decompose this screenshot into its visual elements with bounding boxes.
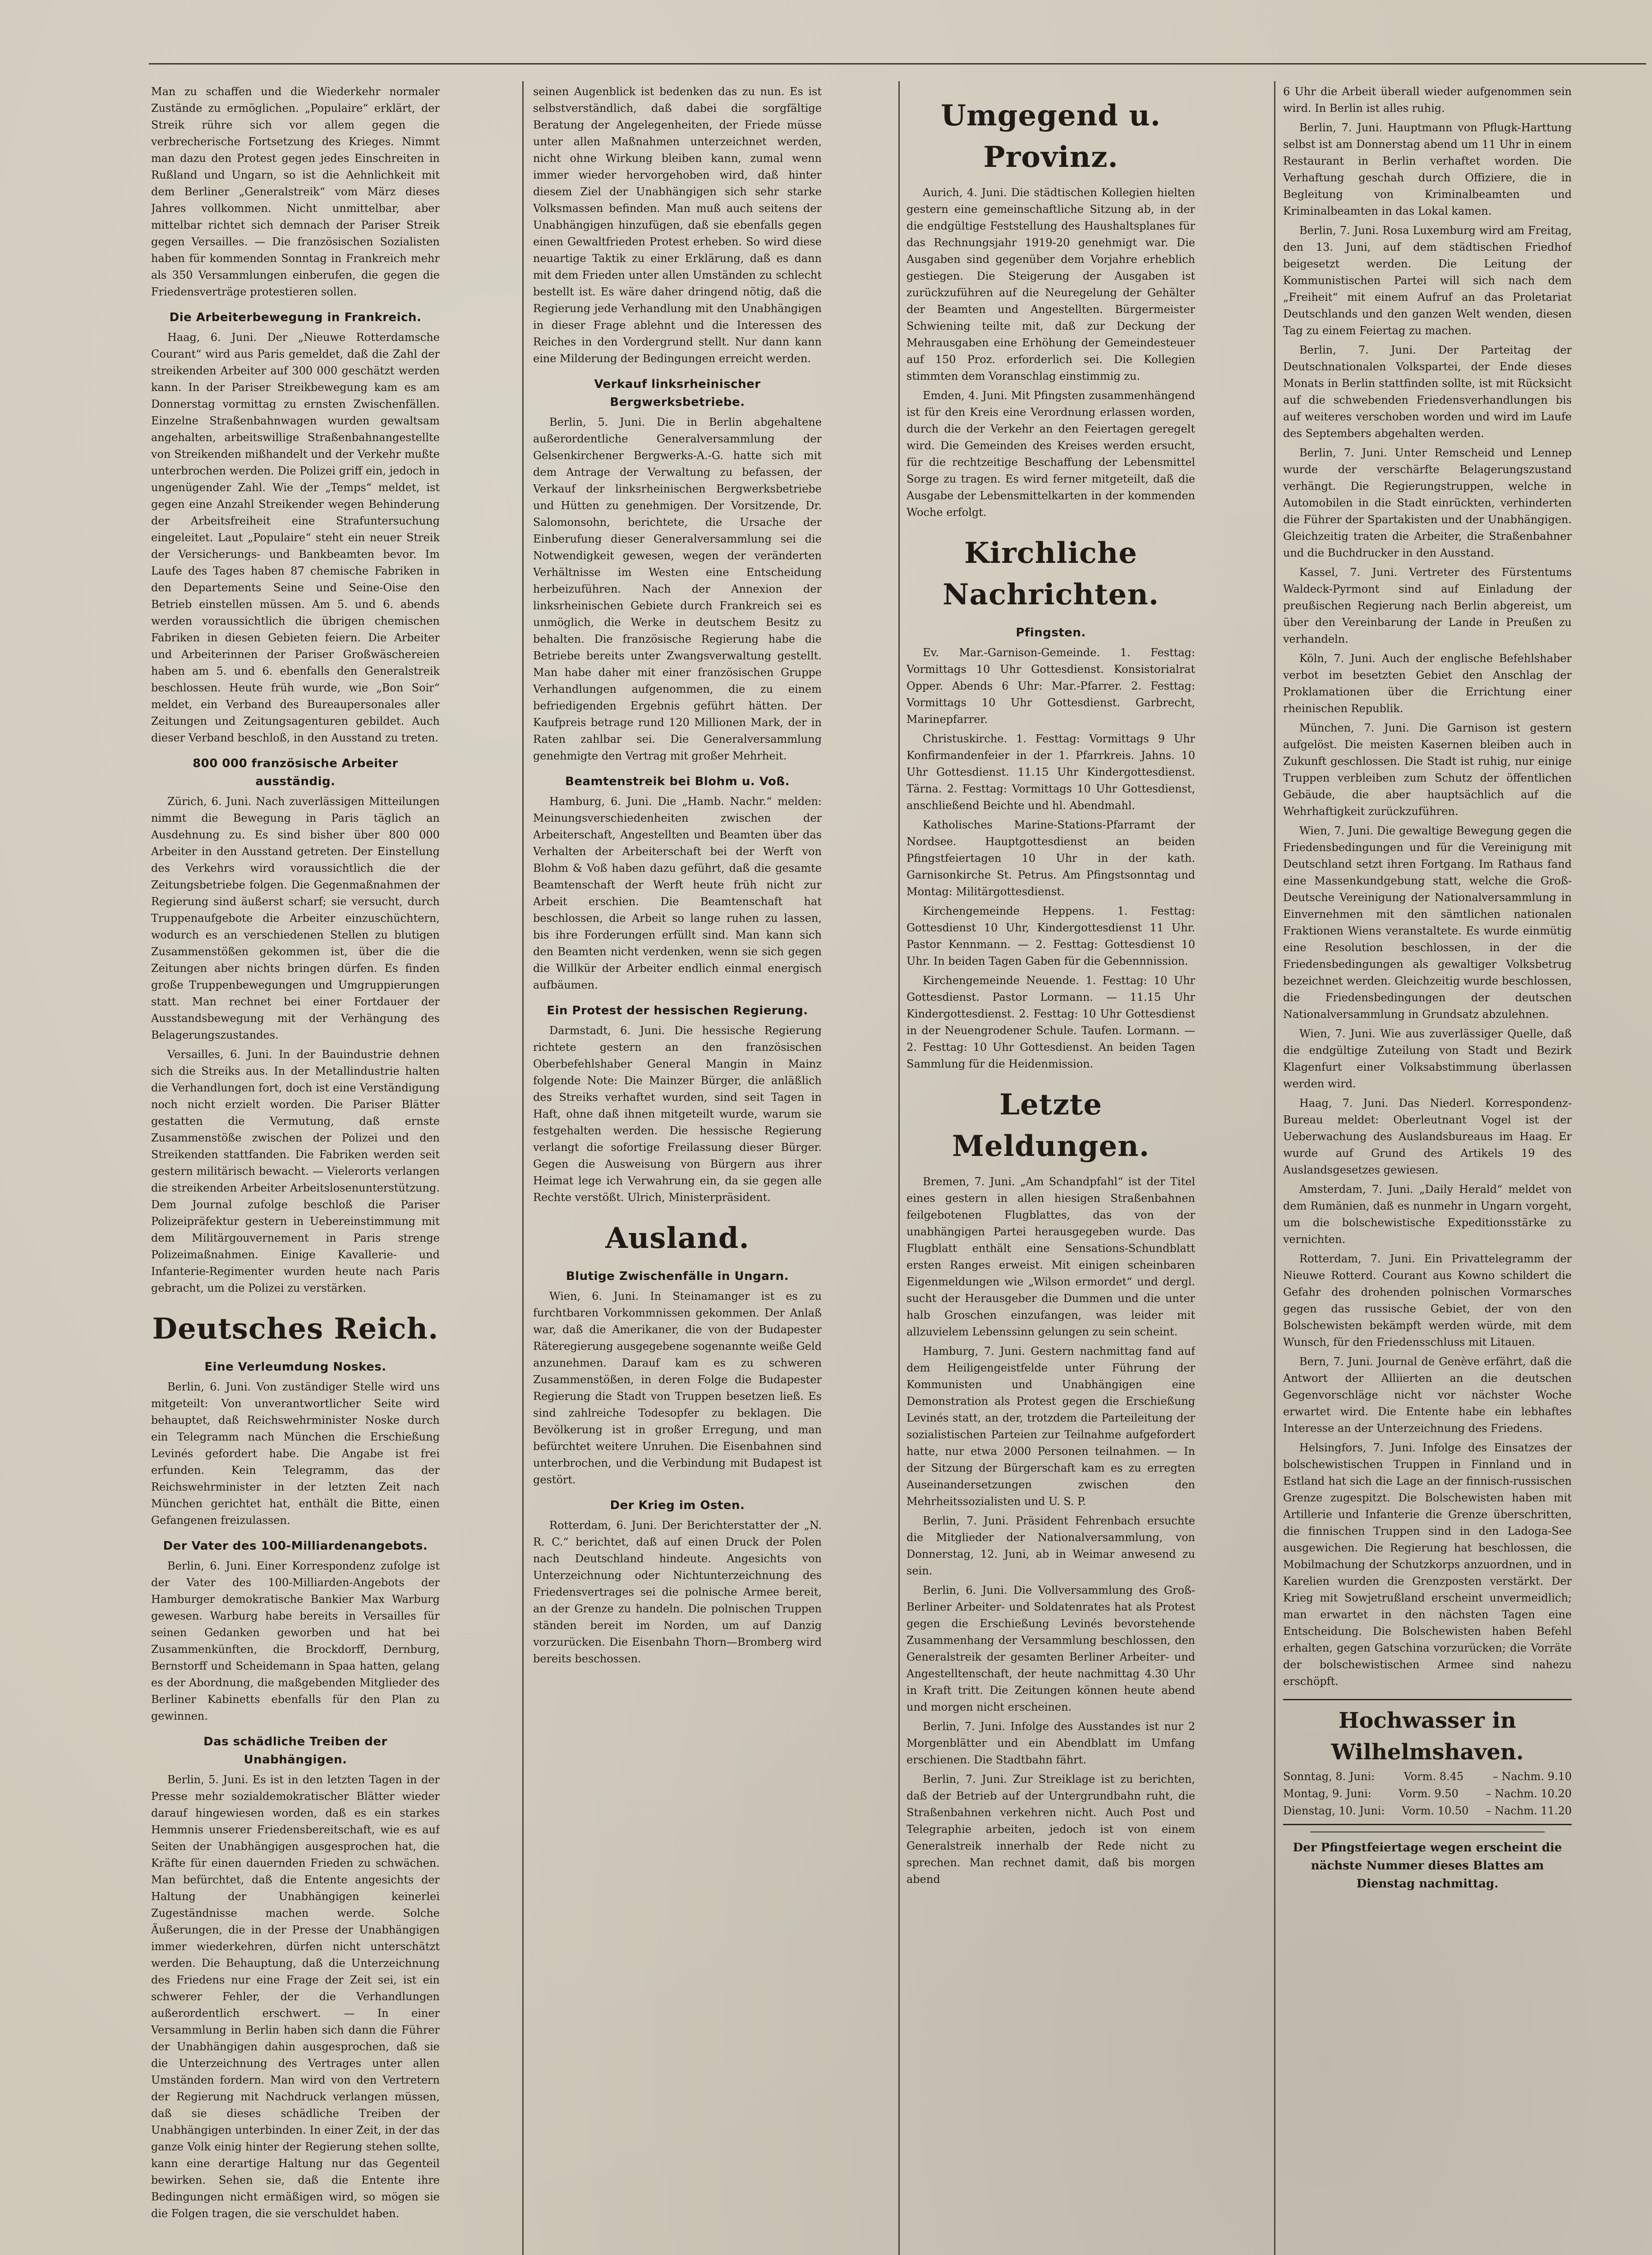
article-paragraph: Ev. Mar.-Garnison-Gemeinde. 1. Festtag: Vormittags 10 Uhr Gottesdienst. Konsistorialrat Opper. Abends 6 Uhr: Mar.-Pfarrer. 2. Festtag: Vormittags 10 Uhr Gottesdienst. Garbrecht, Marinepfarrer. (907, 646, 1195, 726)
section-heading: Deutsches Reich. (152, 1312, 439, 1346)
article-paragraph: Berlin, 7. Juni. Zur Streiklage ist zu berichten, daß der Betrieb auf der Untergrundbahn ruht, die Straßenbahnen verkehren nicht. Auch Post und Telegraphie arbeiten, jedoch ist von einem Generalstreik innerhalb der Rede nicht zu sprechen. Man rechnet damit, daß bis morgen abend (907, 1773, 1195, 1886)
article-paragraph: Darmstadt, 6. Juni. Die hessische Regierung richtete gestern an den französischen Oberbefehlshaber General Mangin in Mainz folgende Note: Die Mainzer Bürger, die anläßlich des Streiks verhaftet wurden, sind seit Tagen in Haft, ohne daß ihnen mitgeteilt wurde, warum sie festgehalten werden. Die hessische Regierung verlangt die sofortige Freilassung dieser Bürger. Gegen die Ausweisung von Bürgern aus ihrer Heimat lege ich Verwahrung ein, da sie gegen alle Rechte verstößt. Ulrich, Ministerpräsident. (533, 1024, 822, 1204)
article-paragraph: Kirchengemeinde Neuende. 1. Festtag: 10 Uhr Gottesdienst. Pastor Lormann. — 11.15 Uhr Kindergottesdienst. 2. Festtag: 10 Uhr Gottesdienst in der Neuengrodener Schule. Taufen. Lormann. — 2. Festtag: 10 Uhr Gottesdienst. An beiden Tagen Sammlung für die Heidenmission. (907, 974, 1195, 1070)
article-paragraph: Zürich, 6. Juni. Nach zuverlässigen Mitteilungen nimmt die Bewegung in Paris täglich an Ausdehnung zu. Es sind bisher über 800 000 Arbeiter in den Ausstand getreten. Der Einstellung des Verkehrs wird voraussichtlich die der Zeitungsbetriebe folgen. Die Gegenmaßnahmen der Regierung sind äußerst scharf; sie versucht, durch Truppenaufgebote die Arbeiter einzuschüchtern, wodurch es an verschiedenen Stellen zu blutigen Zusammenstößen gekommen ist, über die die Zeitungen aber nichts bringen dürfen. Es finden große Truppenbewegungen und Umgruppierungen statt. Man rechnet bei einer Fortdauer der Ausstandsbewegung mit der Verhängung des Belagerungszustandes. (151, 795, 440, 1041)
article-heading: Beamtenstreik bei Blohm u. Voß. (565, 775, 790, 788)
article-paragraph: Berlin, 6. Juni. Einer Korrespondenz zufolge ist der Vater des 100-Milliarden-Angebots der Hamburger demokratische Bankier Max Warburg gewesen. Warburg habe bereits in Versailles für seinen Gedanken geworben und hat bei Zusammenkünften, die Brockdorff, Dernburg, Bernstorff und Scheidemann in Spaa hatten, gelang es der Abordnung, die maßgebenden Mitglieder des Berliner Kabinetts ebenfalls für den Plan zu gewinnen. (151, 1560, 440, 1722)
header-rule (149, 63, 1646, 64)
high-water-row (1283, 1802, 1572, 1819)
article-paragraph: Berlin, 7. Juni. Infolge des Ausstandes ist nur 2 Morgenblätter und ein Abendblatt im Umfang erschienen. Die Stadtbahn fährt. (907, 1720, 1195, 1766)
article-paragraph: Versailles, 6. Juni. In der Bauindustrie dehnen sich die Streiks aus. In der Metallindustrie halten die Verhandlungen fort, doch ist eine Verständigung noch nicht erzielt worden. Die Pariser Blätter gestatten die Vermutung, daß ernste Zusammenstöße zwischen der Polizei und den Streikenden stattfanden. Die Fabriken werden seit gestern militärisch bewacht. — Vielerorts verlangen die streikenden Arbeiter Arbeitslosenunterstützung. Dem Journal zufolge beschloß die Pariser Polizeipräfektur gestern in Uebereinstimmung mit dem Militärgouvernement in Paris strenge Polizeimaßnahmen. Einige Kavallerie- und Infanterie-Regimenter wurden heute nach Paris gebracht, um die Polizei zu verstärken. (151, 1048, 440, 1294)
section-heading: Ausland. (605, 1221, 750, 1255)
article-paragraph: Hamburg, 7. Juni. Gestern nachmittag fand auf dem Heiligengeistfelde unter Führung der Kommunisten und Unabhängigen eine Demonstration als Protest gegen die Erschießung Levinés statt, an der, trotzdem die Parteileitung der sozialistischen Parteien zur Teilnahme aufgefordert hatte, nur etwa 2000 Personen teilnahmen. — In der Sitzung der Bürgerschaft kam es zu erregten Auseinandersetzungen zwischen den Mehrheitssozialisten und U. S. P. (907, 1345, 1195, 1508)
article-paragraph: Berlin, 6. Juni. Die Vollversammlung des Groß-Berliner Arbeiter- und Soldatenrates hat als Protest gegen die Erschießung Levinés bevorstehende Zusammenhang der Versammlung beschlossen, den Generalstreik der gesamten Berliner Arbeiter- und Angestelltenschaft, der heute nachmittag 4.30 Uhr in Kraft tritt. Die Zeitungen können heute abend und morgen nicht erscheinen. (907, 1584, 1195, 1713)
article-paragraph: Wien, 7. Juni. Wie aus zuverlässiger Quelle, daß die endgültige Zuteilung von Stadt und Bezirk Klagenfurt einer Volksabstimmung überlassen werden wird. (1283, 1027, 1572, 1090)
high-water-row (1283, 1785, 1572, 1802)
article-heading: Ein Protest der hessischen Regierung. (547, 1004, 808, 1017)
article-heading: Die Arbeiterbewegung in Frankreich. (169, 311, 422, 324)
column-1 (151, 83, 440, 2255)
article-heading: Der Vater des 100-Milliardenangebots. (163, 1539, 428, 1553)
article-heading: 800 000 französische Arbeiter ausständig. (193, 757, 398, 788)
article-paragraph: Haag, 7. Juni. Das Niederl. Korrespondenz-Bureau meldet: Oberleutnant Vogel ist der Ueberwachung des Auslandsbureaus im Haag. Er wurde auf Grund des Artikels 19 des Auslandsgesetzes gewiesen. (1283, 1097, 1572, 1176)
high-water-vorm: Vorm. 8.45 (1404, 1770, 1464, 1783)
section-heading: Umgegend u. Provinz. (941, 99, 1161, 174)
article-heading: Das schädliche Treiben der Unabhängigen. (203, 1735, 387, 1767)
article-paragraph: Man zu schaffen und die Wiederkehr normaler Zustände zu ermöglichen. „Populaire“ erklärt, der Streik rühre sich vor allem gegen die verbrecherische Fortsetzung des Krieges. Nimmt man dazu den Protest gegen jedes Einschreiten in Rußland und Ungarn, so ist die Aehnlichkeit mit dem Berliner „Generalstreik“ vom März dieses Jahres vollkommen. Nicht unmittelbar, aber mittelbar richtet sich demnach der Pariser Streik gegen Versailles. — Die französischen Sozialisten haben für kommenden Sonntag in Frankreich mehr als 350 Versammlungen einberufen, die gegen die Friedensverträge protestieren sollen. (151, 85, 440, 298)
article-paragraph: Berlin, 5. Juni. Die in Berlin abgehaltene außerordentliche Generalversammlung der Gelsenkirchener Bergwerks-A.-G. hatte sich mit dem Antrage der Verwaltung zu befassen, der Verkauf der linksrheinischen Bergwerksbetriebe und Hütten zu genehmigen. Der Vorsitzende, Dr. Salomonsohn, berichtete, die Ursache der Einberufung dieser Generalversammlung sei die Notwendigkeit gewesen, wegen der veränderten Verhältnisse im Westen eine Entscheidung herbeizuführen. Nach der Annexion der linksrheinischen Gebiete durch Frankreich sei es unmöglich, die Werke in deutschem Besitz zu behalten. Die französische Regierung habe die Betriebe bereits unter Zwangsverwaltung gestellt. Man habe daher mit einer französischen Gruppe Verhandlungen aufgenommen, die zu einem befriedigenden Ergebnis geführt hätten. Der Kaufpreis betrage rund 120 Millionen Mark, der in Raten zahlbar sei. Die Generalversammlung genehmigte den Vertrag mit großer Mehrheit. (533, 416, 822, 762)
column-divider (1274, 81, 1275, 2255)
high-water-nachm: – Nachm. 11.20 (1486, 1804, 1572, 1817)
article-paragraph: Haag, 6. Juni. Der „Nieuwe Rotterdamsche Courant“ wird aus Paris gemeldet, daß die Zahl der streikenden Arbeiter auf 300 000 geschätzt werden kann. In der Pariser Streikbewegung kam es am Donnerstag vormittag zu ernsten Zwischenfällen. Einzelne Straßenbahnwagen wurden gewaltsam angehalten, arbeitswillige Straßenbahnangestellte von Streikenden mißhandelt und der Verkehr mußte unterbrochen werden. Die Polizei griff ein, jedoch in ungenügender Zahl. Wie der „Temps“ meldet, ist gegen eine Anzahl Streikender wegen Behinderung der Arbeitsfreiheit eine Strafuntersuchung eingeleitet. Laut „Populaire“ steht ein neuer Streik der Versicherungs- und Bankbeamten bevor. Im Laufe des Tages haben 87 chemische Fabriken in den Departements Seine und Seine-Oise den Betrieb einstellen müssen. Am 5. und 6. abends werden voraussichtlich die übrigen chemischen Fabriken in diesen Gebieten feiern. Die Arbeiter und Arbeiterinnen der Pariser Großwäschereien haben am 5. und 6. ebenfalls den Generalstreik beschlossen. Heute früh wurde, wie „Bon Soir“ meldet, ein Verband des Bureaupersonales aller Zeitungen und Zeitungsagenturen gebildet. Auch dieser Verband beschloß, in den Ausstand zu treten. (151, 331, 440, 744)
high-water-nachm: – Nachm. 10.20 (1486, 1787, 1572, 1800)
column-divider (522, 81, 524, 2255)
publication-notice: Der Pfingstfeiertage wegen erscheint die nächste Nummer dieses Blattes am Dienstag nachmittag. (1293, 1841, 1562, 1891)
article-paragraph: Berlin, 7. Juni. Der Parteitag der Deutschnationalen Volkspartei, der Ende dieses Monats in Berlin stattfinden sollte, ist mit Rücksicht auf die schwebenden Friedensverhandlungen bis auf weiteres verschoben worden und wird im Laufe des Septembers abgehalten werden. (1283, 344, 1572, 440)
article-heading: Verkauf linksrheinischer Bergwerksbetriebe. (594, 377, 761, 409)
article-paragraph: Berlin, 5. Juni. Es ist in den letzten Tagen in der Presse mehr sozialdemokratischer Blätter wieder darauf hingewiesen worden, daß es ein starkes Hemmnis unserer Friedensbereitschaft, wie es auf Seiten der Unabhängigen ausgesprochen hat, die Kräfte für einen dauernden Frieden zu schwächen. Man befürchtet, daß die Entente angesichts der Haltung der Unabhängigen keinerlei Zugeständnisse machen werde. Solche Äußerungen, die in der Presse der Unabhängigen immer wiederkehren, dürfen nicht unterschätzt werden. Die Behauptung, daß die Unterzeichnung des Friedens nur eine Frage der Zeit sei, ist ein schwerer Fehler, der die Verhandlungen außerordentlich erschwert. — In einer Versammlung in Berlin haben sich dann die Führer der Unabhängigen dahin ausgesprochen, daß sie die Unterzeichnung des Vertrages unter allen Umständen fordern. Man wird von den Vertretern der Regierung mit Nachdruck verlangen müssen, daß sie dieses schädliche Treiben der Unabhängigen unterbinden. In einer Zeit, in der das ganze Volk einig hinter der Regierung stehen sollte, kann eine derartige Haltung nur das Gegenteil bewirken. Sehen sie, daß die Entente ihre Bedingungen nicht ermäßigen wird, so mögen sie die Folgen tragen, die sie verschuldet haben. (151, 1773, 440, 2220)
article-paragraph: Bremen, 7. Juni. „Am Schandpfahl“ ist der Titel eines gestern in allen hiesigen Straßenbahnen feilgebotenen Flugblattes, das von der unabhängigen Partei herausgegeben wurde. Das Flugblatt enthält eine Sensations-Schundblatt ersten Ranges erweist. Mit einigen scheinbaren Eigenmeldungen wie „Wilson ermordet“ und dergl. sucht der Herausgeber die Dummen und die unter halb Groschen einzufangen, was leider mit allzuvielem Lebenssinn gelungen zu sein scheint. (907, 1175, 1195, 1338)
article-paragraph: Berlin, 6. Juni. Von zuständiger Stelle wird uns mitgeteilt: Von unverantwortlicher Seite wird behauptet, daß Reichswehrminister Noske durch ein Telegramm nach München die Erschießung Levinés gefordert habe. Die Angabe ist frei erfunden. Kein Telegramm, das der Reichswehrminister in der letzten Zeit nach München gerichtet hat, enthält die Bitte, einen Gefangenen freizulassen. (151, 1381, 440, 1527)
column-4 (1283, 83, 1572, 2255)
article-paragraph: Bern, 7. Juni. Journal de Genève erfährt, daß die Antwort der Alliierten an die deutschen Gegenvorschläge nicht vor nächster Woche erwartet wird. Die Entente habe ein lebhaftes Interesse an der Unterzeichnung des Friedens. (1283, 1355, 1572, 1435)
column-2 (533, 83, 822, 2255)
high-water-day: Sonntag, 8. Juni: (1283, 1770, 1375, 1783)
high-water-title: Hochwasser in Wilhelmshaven. (1331, 1708, 1524, 1765)
article-paragraph: Berlin, 7. Juni. Rosa Luxemburg wird am Freitag, den 13. Juni, auf dem städtischen Friedhof beigesetzt werden. Die Leitung der Kommunistischen Partei will sich nach dem „Freiheit“ mit einem Aufruf an das Proletariat Deutschlands und den ganzen Welt wenden, diesen Tag zu einem Feiertag zu machen. (1283, 224, 1572, 337)
section-heading: Letzte Meldungen. (952, 1088, 1150, 1163)
article-paragraph: Kirchengemeinde Heppens. 1. Festtag: Gottesdienst 10 Uhr, Kindergottesdienst 11 Uhr. Pastor Kennmann. — 2. Festtag: Gottesdienst 10 Uhr. In beiden Tagen Gaben für die Gebennnission. (907, 905, 1195, 967)
article-paragraph: seinen Augenblick ist bedenken das zu nun. Es ist selbstverständlich, daß dabei die sorgfältige Beratung der Angelegenheiten, der Friede müsse unter allen Maßnahmen unterzeichnet werden, nicht ohne Wirkung bleiben kann, zumal wenn immer wieder hervorgehoben wird, daß hinter diesem Ziel der Unabhängigen sich sehr starke Volksmassen befinden. Man muß auch seitens der Unabhängigen hinzufügen, daß sie ebenfalls gegen einen Gewaltfrieden Protest erheben. So wird diese neuartige Taktik zu einer Erklärung, daß es dann mit dem Frieden unter allen Umständen zu schlecht bestellt ist. Es wäre daher dringend nötig, daß die Regierung jede Verhandlung mit den Unabhängigen in dieser Frage ablehnt und die Interessen des Reiches in den Vordergrund stellt. Nur dann kann eine Milderung der Bedingungen erreicht werden. (533, 85, 822, 365)
article-paragraph: Rotterdam, 6. Juni. Der Berichterstatter der „N. R. C.“ berichtet, daß auf einen Druck der Polen nach Deutschland hindeute. Angesichts von Unterzeichnung oder Nichtunterzeichnung des Friedensvertrages sei die polnische Armee bereit, an der Grenze zu handeln. Die polnischen Truppen ständen bereit im Norden, um auf Danzig vorzurücken. Die Eisenbahn Thorn—Bromberg wird bereits beschossen. (533, 1519, 822, 1665)
article-paragraph: Wien, 7. Juni. Die gewaltige Bewegung gegen die Friedensbedingungen und für die Vereinigung mit Deutschland setzt ihren Fortgang. Im Rathaus fand eine Massenkundgebung statt, welche die Groß-Deutsche Vereinigung der Nationalversammlung in Einvernehmen mit den sämtlichen nationalen Fraktionen Wiens veranstaltete. Es wurde einmütig eine Resolution beschlossen, in der die Friedensbedingungen als gewaltiger Volksbetrug bezeichnet werden. Gleichzeitig wurde beschlossen, die Friedensbedingungen der deutschen Nationalversammlung in Grundsatz abzulehnen. (1283, 824, 1572, 1021)
article-paragraph: Kassel, 7. Juni. Vertreter des Fürstentums Waldeck-Pyrmont sind auf Einladung der preußischen Regierung nach Berlin abgereist, um über den Vereinbarung der Lande in Preußen zu verhandeln. (1283, 566, 1572, 645)
article-paragraph: Christuskirche. 1. Festtag: Vormittags 9 Uhr Konfirmandenfeier in der 1. Pfarrkreis. Jahns. 10 Uhr Gottesdienst. 11.15 Uhr Kindergottesdienst. Tärna. 2. Festtag: Vormittags 10 Uhr Gottesdienst, anschließend Beichte und hl. Abendmahl. (907, 732, 1195, 812)
high-water-nachm: – Nachm. 9.10 (1492, 1770, 1572, 1783)
article-heading: Eine Verleumdung Noskes. (204, 1360, 387, 1374)
high-water-day: Dienstag, 10. Juni: (1283, 1804, 1385, 1817)
article-paragraph: Berlin, 7. Juni. Unter Remscheid und Lennep wurde der verschärfte Belagerungszustand verhängt. Die Regierungstruppen, welche in Automobilen in die Stadt einrückten, verhinderten die Führer der Spartakisten und der Unabhängigen. Gleichzeitig traten die Arbeiter, die Straßenbahner und die Buchdrucker in den Ausstand. (1283, 446, 1572, 559)
article-paragraph: Köln, 7. Juni. Auch der englische Befehlshaber verbot im besetzten Gebiet den Anschlag der Proklamationen über die Errichtung einer rheinischen Republik. (1283, 652, 1572, 715)
article-paragraph: Amsterdam, 7. Juni. „Daily Herald“ meldet von dem Rumänien, daß es nunmehr in Ungarn vorgeht, um die bolschewistische Expeditionsstärke zu vernichten. (1283, 1183, 1572, 1246)
section-heading: Kirchliche Nachrichten. (942, 536, 1160, 612)
article-heading: Der Krieg im Osten. (610, 1499, 745, 1512)
article-paragraph: Katholisches Marine-Stations-Pfarramt der Nordsee. Hauptgottesdienst an beiden Pfingstfeiertagen 10 Uhr in der kath. Garnisonkirche St. Petrus. Am Pfingstsonntag und Montag: Militärgottesdienst. (907, 819, 1195, 898)
article-paragraph: Berlin, 7. Juni. Hauptmann von Pflugk-Harttung selbst ist am Donnerstag abend um 11 Uhr in einem Restaurant in Berlin verhaftet worden. Die Verhaftung geschah durch Offiziere, die in Begleitung von Kriminalbeamten und Kriminalbeamten in das Lokal kamen. (1283, 121, 1572, 217)
article-paragraph: Emden, 4. Juni. Mit Pfingsten zusammenhängend ist für den Kreis eine Verordnung erlassen worden, durch die der Verkehr an den Feiertagen geregelt wird. Die Gemeinden des Kreises werden ersucht, für die rechtzeitige Beschaffung der Lebensmittel Sorge zu tragen. Es wird ferner mitgeteilt, daß die Ausgabe der Lebensmittelkarten in der kommenden Woche erfolgt. (907, 389, 1195, 519)
high-water-table (1283, 1699, 1572, 1825)
article-paragraph: Berlin, 7. Juni. Präsident Fehrenbach ersuchte die Mitglieder der Nationalversammlung, von Donnerstag, 12. Juni, ab in Weimar anwesend zu sein. (907, 1514, 1195, 1577)
article-heading: Blutige Zwischenfälle in Ungarn. (566, 1270, 789, 1283)
column-divider (898, 81, 900, 2255)
column-3 (907, 83, 1195, 2255)
article-heading: Pfingsten. (1016, 626, 1086, 640)
article-paragraph: München, 7. Juni. Die Garnison ist gestern aufgelöst. Die meisten Kasernen bleiben auch in Zukunft geschlossen. Die Stadt ist ruhig, nur einige Truppen verbleiben zum Schutz der öffentlichen Gebäude, die aber hauptsächlich auf die Wehrhaftigkeit zurückzuführen. (1283, 722, 1572, 818)
article-paragraph: Hamburg, 6. Juni. Die „Hamb. Nachr.“ melden: Meinungsverschiedenheiten zwischen der Arbeiterschaft, Angestellten und Beamten über das Verhalten der Arbeiterschaft bei der Werft von Blohm & Voß haben dazu geführt, daß die gesamte Beamtenschaft der Werft heute früh nicht zur Arbeit erschien. Die Beamtenschaft hat beschlossen, die Arbeit so lange ruhen zu lassen, bis ihre Forderungen erfüllt sind. Man kann sich den Beamten nicht verdenken, wenn sie sich gegen die Willkür der Arbeiter endlich einmal energisch aufbäumen. (533, 795, 822, 991)
article-paragraph: 6 Uhr die Arbeit überall wieder aufgenommen sein wird. In Berlin ist alles ruhig. (1283, 85, 1572, 115)
article-paragraph: Wien, 6. Juni. In Steinamanger ist es zu furchtbaren Vorkommnissen gekommen. Der Anlaß war, daß die Amerikaner, die von der Budapester Räteregierung ausgegebene sogenannte weiße Geld anzunehmen. Darauf kam es zu schweren Zusammenstößen, in deren Folge die Budapester Regierung die Stadt von Truppen besetzen ließ. Es sind zahlreiche Todesopfer zu beklagen. Die Bevölkerung ist in großer Erregung, und man befürchtet weitere Unruhen. Die Eisenbahnen sind unterbrochen, und die Verbindung mit Budapest ist gestört. (533, 1290, 822, 1486)
article-paragraph: Rotterdam, 7. Juni. Ein Privattelegramm der Nieuwe Rotterd. Courant aus Kowno schildert die Gefahr des drohenden polnischen Vormarsches gegen das russische Gebiet, der von den Bolschewisten bekämpft werden würde, mit dem Wunsch, für den Friedensschluss mit Litauen. (1283, 1252, 1572, 1348)
high-water-row (1283, 1768, 1572, 1785)
high-water-day: Montag, 9. Juni: (1283, 1787, 1371, 1800)
high-water-vorm: Vorm. 10.50 (1402, 1804, 1469, 1817)
high-water-vorm: Vorm. 9.50 (1399, 1787, 1459, 1800)
article-paragraph: Helsingfors, 7. Juni. Infolge des Einsatzes der bolschewistischen Truppen in Finnland und in Estland hat sich die Lage an der finnisch-russischen Grenze zugespitzt. Die Bolschewisten haben mit Artillerie und Infanterie die Grenze überschritten, die finnischen Truppen sind in den Ladoga-See ausgewichen. Die Regierung hat beschlossen, die Mobilmachung der Schutzkorps anzuordnen, und in Karelien wurden die Grenzposten verstärkt. Der Krieg mit Sowjetrußland erscheint unvermeidlich; man erwartet in den nächsten Tagen eine Entscheidung. Die Bolschewisten haben Befehl erhalten, gegen Gatschina vorzurücken; die Vorräte der bolschewistischen Armee sind nahezu erschöpft. (1283, 1441, 1572, 1688)
article-paragraph: Aurich, 4. Juni. Die städtischen Kollegien hielten gestern eine gemeinschaftliche Sitzung ab, in der die endgültige Feststellung des Haushaltsplanes für das Rechnungsjahr 1919-20 genehmigt war. Die Ausgaben sind gegenüber dem Vorjahre erheblich gestiegen. Die Steigerung der Ausgaben ist zurückzuführen auf die Neuregelung der Gehälter der Beamten und Angestellten. Bürgermeister Schwiening teilte mit, daß zur Deckung der Mehrausgaben eine Erhöhung der Gemeindesteuer auf 150 Proz. erforderlich sei. Die Kollegien stimmten dem Voranschlag einstimmig zu. (907, 186, 1195, 382)
